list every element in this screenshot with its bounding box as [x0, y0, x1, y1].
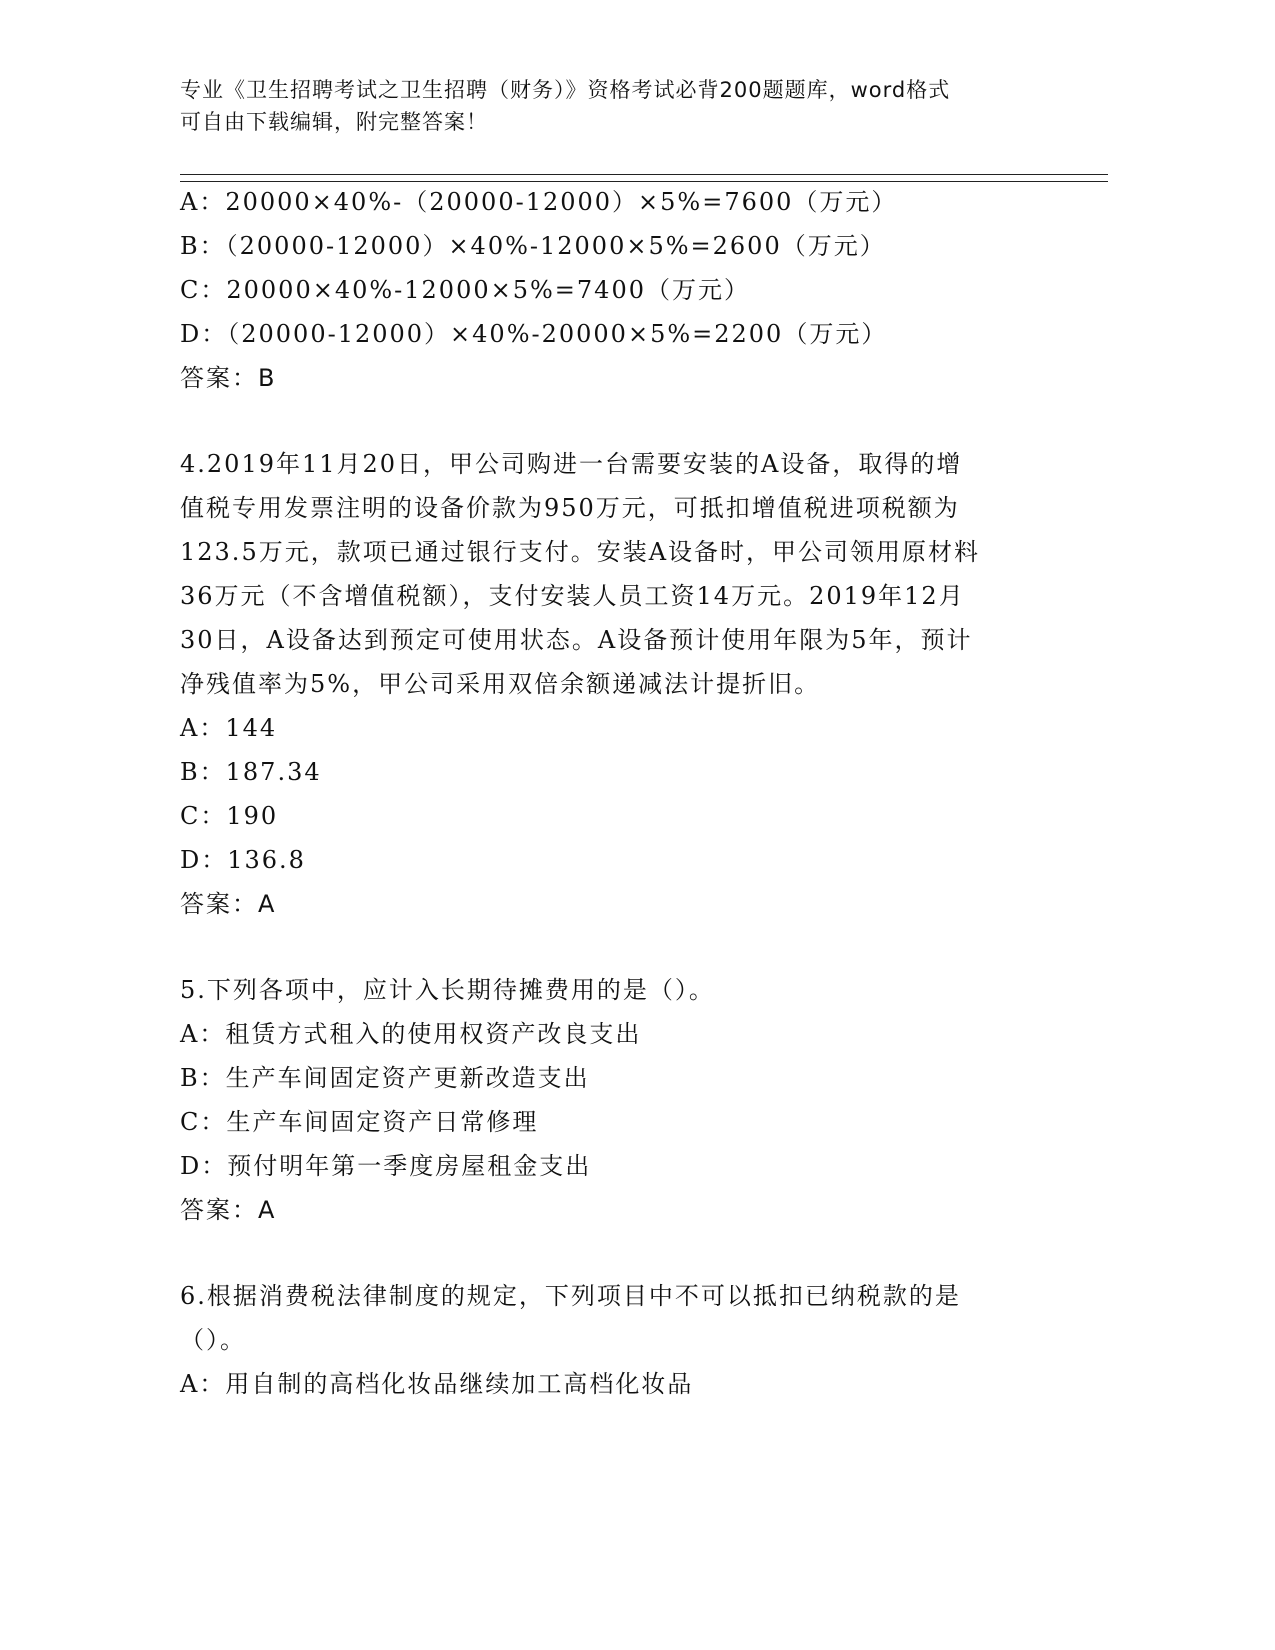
option-a: A：20000×40%-（20000-12000）×5%=7600（万元）: [180, 188, 898, 216]
answer: 答案：A: [180, 1196, 277, 1224]
option-d: D：预付明年第一季度房屋租金支出: [180, 1152, 592, 1180]
option-b: B：（20000-12000）×40%-12000×5%=2600（万元）: [180, 232, 886, 260]
option-b: B：187.34: [180, 758, 322, 786]
option-d: D：136.8: [180, 846, 306, 874]
option-a: A：144: [180, 714, 278, 742]
option-a: A：租赁方式租入的使用权资产改良支出: [180, 1020, 642, 1048]
question-4: [180, 442, 1060, 926]
header-title-line-2: 可自由下载编辑，附完整答案！: [180, 110, 488, 134]
spacer: [180, 400, 1060, 442]
option-b: B：生产车间固定资产更新改造支出: [180, 1064, 590, 1092]
option-d: D：（20000-12000）×40%-20000×5%=2200（万元）: [180, 320, 888, 348]
option-a: A：用自制的高档化妆品继续加工高档化妆品: [180, 1370, 694, 1398]
option-c: C：20000×40%-12000×5%=7400（万元）: [180, 276, 750, 304]
answer: 答案：A: [180, 890, 277, 918]
option-c: C：190: [180, 802, 279, 830]
question-stem-line: 6.根据消费税法律制度的规定，下列项目中不可以抵扣已纳税款的是: [180, 1282, 961, 1310]
question-5: [180, 968, 1060, 1232]
question-stem-line: 4.2019年11月20日，甲公司购进一台需要安装的A设备，取得的增: [180, 450, 963, 478]
question-stem-line: 123.5万元，款项已通过银行支付。安装A设备时，甲公司领用原材料: [180, 538, 981, 566]
header-title-line-1: 专业《卫生招聘考试之卫生招聘（财务）》资格考试必背200题题库，word格式: [180, 78, 951, 102]
answer: 答案：B: [180, 364, 277, 392]
question-stem-line: 36万元（不含增值税额），支付安装人员工资14万元。2019年12月: [180, 582, 965, 610]
option-c: C：生产车间固定资产日常修理: [180, 1108, 539, 1136]
spacer: [180, 926, 1060, 968]
question-3: [180, 180, 1060, 400]
document-header: [180, 74, 1060, 138]
question-list: [180, 180, 1060, 1406]
question-stem-line: 30日，A设备达到预定可使用状态。A设备预计使用年限为5年，预计: [180, 626, 973, 654]
spacer: [180, 1232, 1060, 1274]
question-stem-line: （）。: [180, 1326, 246, 1354]
question-stem-line: 值税专用发票注明的设备价款为950万元，可抵扣增值税进项税额为: [180, 494, 960, 522]
question-stem-line: 5.下列各项中，应计入长期待摊费用的是（）。: [180, 976, 715, 1004]
question-stem-line: 净残值率为5%，甲公司采用双倍余额递减法计提折旧。: [180, 670, 821, 698]
question-6: [180, 1274, 1060, 1406]
